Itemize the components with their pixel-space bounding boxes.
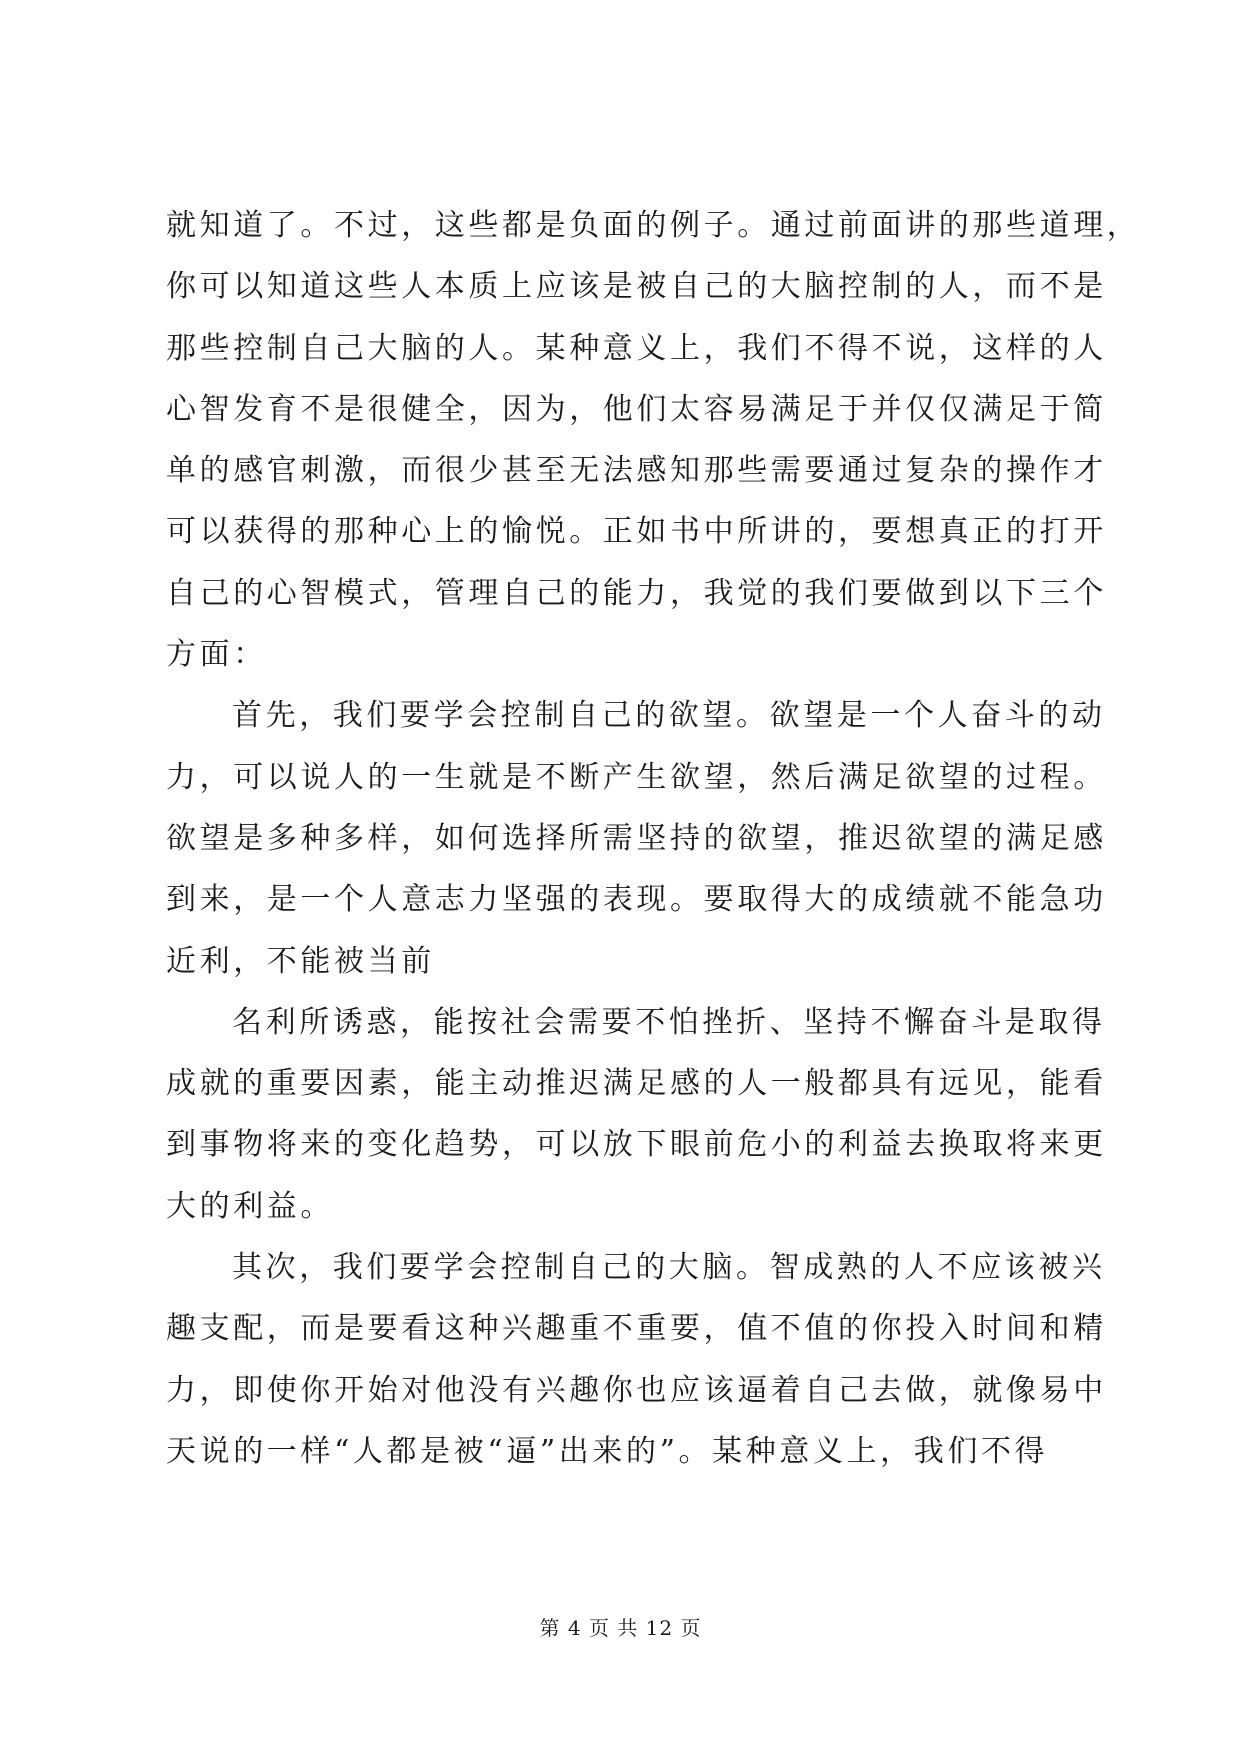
text-line: 就知道了。不过，这些都是负面的例子。通过前面讲的那些道理， xyxy=(166,208,1141,243)
page-footer: 第 4 页 共 12 页 xyxy=(539,1616,702,1640)
text-line: 力，可以说人的一生就是不断产生欲望，然后满足欲望的过程。 xyxy=(166,759,1107,795)
text-line: 大的利益。 xyxy=(166,1188,334,1224)
text-line: 那些控制自己大脑的人。某种意义上，我们不得不说，这样的人 xyxy=(166,330,1107,366)
paragraph-first-line: 其次，我们要学会控制自己的大脑。智成熟的人不应该被兴 xyxy=(232,1250,1106,1286)
text-line: 方面： xyxy=(166,637,267,673)
text-line: 自己的心智模式，管理自己的能力，我觉的我们要做到以下三个 xyxy=(166,575,1107,611)
text-line: 趣支配，而是要看这种兴趣重不重要，值不值的你投入时间和精 xyxy=(166,1311,1107,1347)
text-line: 天说的一样“人都是被“逼”出来的”。某种意义上，我们不得 xyxy=(166,1433,1049,1469)
text-line: 到来，是一个人意志力坚强的表现。要取得大的成绩就不能急功 xyxy=(166,882,1107,918)
text-line: 成就的重要因素，能主动推迟满足感的人一般都具有远见，能看 xyxy=(166,1066,1107,1102)
body-text xyxy=(166,195,1141,1482)
text-line: 到事物将来的变化趋势，可以放下眼前危小的利益去换取将来更 xyxy=(166,1127,1107,1163)
text-line: 可以获得的那种心上的愉悦。正如书中所讲的，要想真正的打开 xyxy=(166,514,1107,550)
text-line: 近利，不能被当前 xyxy=(166,943,435,979)
text-line: 单的感官刺激，而很少甚至无法感知那些需要通过复杂的操作才 xyxy=(166,453,1107,489)
text-line: 心智发育不是很健全，因为，他们太容易满足于并仅仅满足于简 xyxy=(166,391,1107,427)
text-line: 你可以知道这些人本质上应该是被自己的大脑控制的人，而不是 xyxy=(166,269,1107,305)
paragraph-first-line: 首先，我们要学会控制自己的欲望。欲望是一个人奋斗的动 xyxy=(232,698,1106,734)
text-line: 力，即使你开始对他没有兴趣你也应该逼着自己去做，就像易中 xyxy=(166,1372,1107,1408)
text-line: 欲望是多种多样，如何选择所需坚持的欲望，推迟欲望的满足感 xyxy=(166,820,1107,856)
paragraph-first-line: 名利所诱惑，能按社会需要不怕挫折、坚持不懈奋斗是取得 xyxy=(232,1004,1106,1040)
